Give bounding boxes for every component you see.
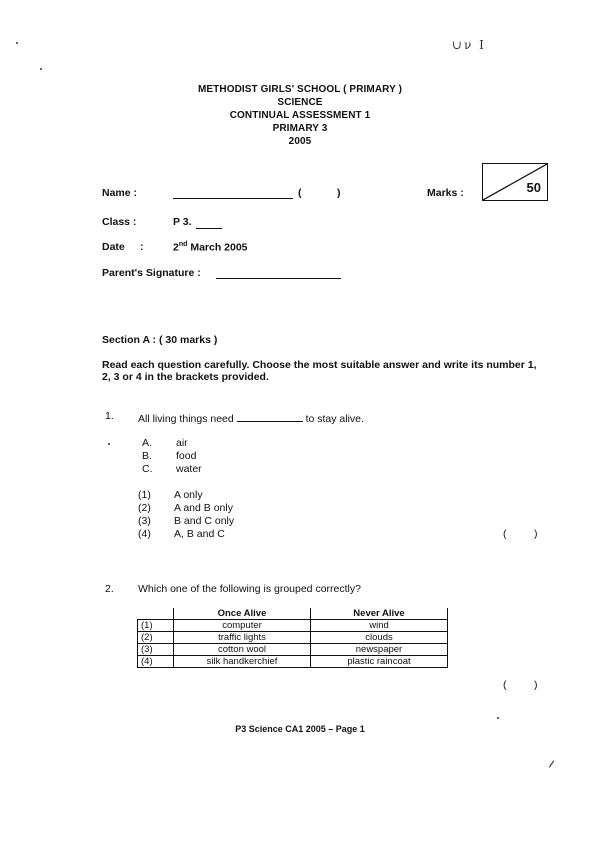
marks-label: Marks : (427, 187, 464, 199)
q1-option-number: (4) (138, 528, 151, 540)
row-number: (2) (138, 632, 174, 644)
table-corner-cell (138, 608, 174, 620)
subject-title: SCIENCE (277, 97, 323, 108)
q1-number: 1. (105, 410, 114, 422)
table-row (138, 632, 448, 644)
q1-option-number: (3) (138, 515, 151, 527)
row-number: (4) (138, 656, 174, 668)
q1-option-text: B and C only (174, 515, 235, 527)
name-label: Name : (102, 187, 138, 199)
table-row (138, 620, 448, 632)
q1-item-text: food (176, 450, 197, 462)
table-row (138, 644, 448, 656)
q1-text-before: All living things need (138, 413, 234, 425)
school-name: METHODIST GIRLS' SCHOOL ( PRIMARY ) (197, 84, 403, 95)
q1-item-letter: B. (142, 450, 152, 462)
scan-speck (108, 443, 110, 445)
q1-item-letter: C. (142, 463, 153, 475)
class-value: P 3. (173, 216, 192, 228)
assessment-title: CONTINUAL ASSESSMENT 1 (229, 110, 371, 121)
column-header-never-alive: Never Alive (311, 608, 448, 620)
column-header-once-alive: Once Alive (174, 608, 311, 620)
q1-stem (138, 410, 364, 425)
q1-answer-bracket-open: ( (503, 528, 507, 540)
date-suffix: nd (178, 241, 188, 248)
marks-box (482, 163, 548, 201)
corner-scribble: ∪ν I (452, 38, 486, 52)
marks-total: 50 (526, 180, 541, 195)
table-row (138, 656, 448, 668)
q1-answer-field[interactable] (510, 527, 532, 540)
page-footer: P3 Science CA1 2005 – Page 1 (235, 724, 365, 734)
q1-option-text: A, B and C (174, 528, 225, 540)
once-alive-cell: traffic lights (174, 632, 311, 644)
index-bracket-open: ( (298, 187, 302, 199)
once-alive-cell: computer (174, 620, 311, 632)
scan-speck (40, 68, 42, 70)
row-number: (1) (138, 620, 174, 632)
q1-item-text: water (176, 463, 202, 475)
date-label: Date (102, 241, 125, 253)
q2-number: 2. (105, 583, 114, 595)
q1-option-number: (2) (138, 502, 151, 514)
row-number: (3) (138, 644, 174, 656)
q1-item-letter: A. (142, 437, 152, 449)
q2-answer-field[interactable] (510, 678, 532, 691)
q1-blank (237, 410, 303, 422)
once-alive-cell: silk handkerchief (174, 656, 311, 668)
section-title: Section A : ( 30 marks ) (102, 334, 218, 346)
class-field[interactable] (196, 217, 222, 229)
year-title: 2005 (288, 136, 312, 147)
never-alive-cell: wind (311, 620, 448, 632)
q1-item-text: air (176, 437, 188, 449)
q1-option-text: A only (174, 489, 203, 501)
index-bracket-close: ) (337, 187, 341, 199)
date-value (173, 241, 248, 254)
once-alive-cell: cotton wool (174, 644, 311, 656)
parent-signature-label: Parent's Signature : (102, 267, 201, 279)
q1-text-after: to stay alive. (305, 413, 364, 425)
never-alive-cell: plastic raincoat (311, 656, 448, 668)
date-day: 2 (173, 241, 179, 254)
parent-signature-field[interactable] (216, 266, 341, 279)
q2-table (137, 608, 448, 668)
section-instructions: Read each question carefully. Choose the most suitable answer and write its number 1, 2, 3 or 4 in the brackets provided. (102, 359, 537, 383)
scan-speck (16, 42, 18, 44)
q1-answer-bracket-close: ) (534, 528, 538, 540)
date-rest: March 2005 (187, 241, 248, 254)
date-colon: : (140, 241, 144, 253)
never-alive-cell: clouds (311, 632, 448, 644)
scan-mark (549, 760, 554, 767)
never-alive-cell: newspaper (311, 644, 448, 656)
name-field[interactable] (173, 186, 293, 199)
q2-text: Which one of the following is grouped correctly? (138, 583, 361, 595)
scan-speck (497, 717, 499, 719)
q2-answer-bracket-close: ) (534, 679, 538, 691)
class-label: Class : (102, 216, 137, 228)
q1-option-number: (1) (138, 489, 151, 501)
q2-answer-bracket-open: ( (503, 679, 507, 691)
level-title: PRIMARY 3 (272, 123, 328, 134)
q1-option-text: A and B only (174, 502, 233, 514)
